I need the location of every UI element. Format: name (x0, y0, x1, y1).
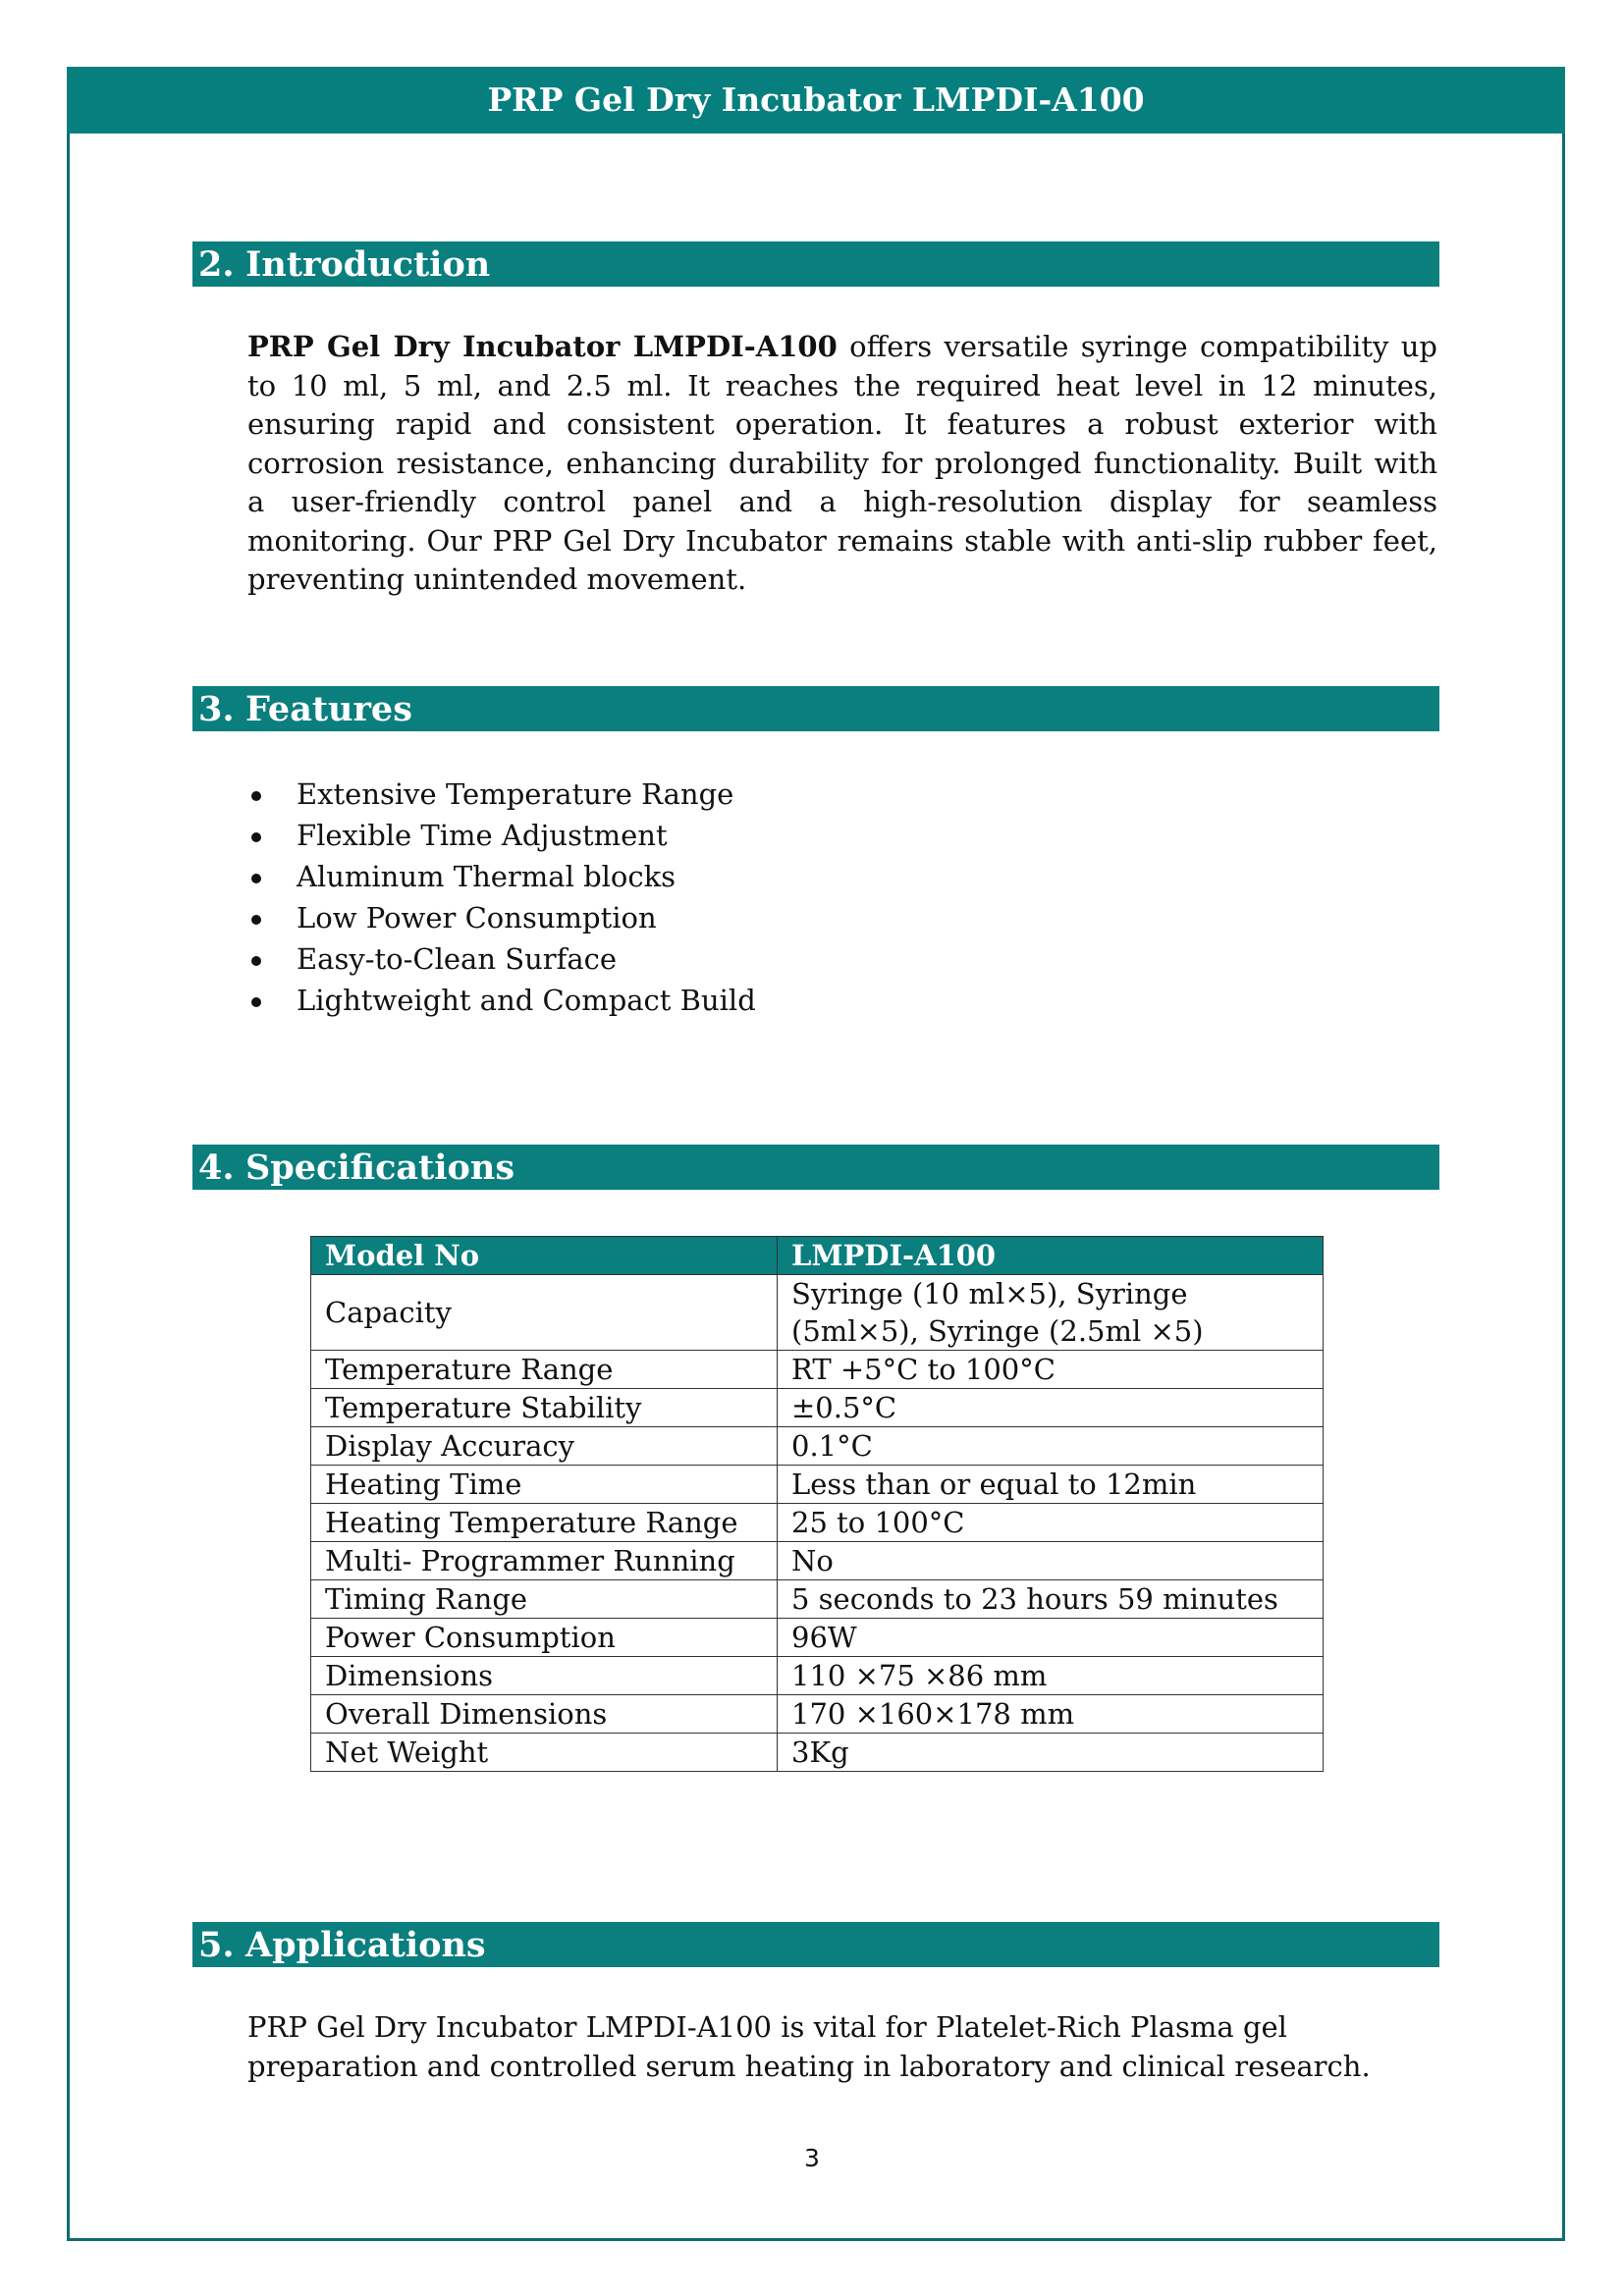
table-cell-value: 5 seconds to 23 hours 59 minutes (778, 1580, 1324, 1619)
table-row (311, 1351, 1324, 1389)
table-cell-value: 3Kg (778, 1734, 1324, 1772)
page-number: 3 (804, 2144, 820, 2172)
table-row (311, 1275, 1324, 1351)
section-title: Applications (245, 1925, 486, 1965)
table-row (311, 1389, 1324, 1427)
table-cell-value: No (778, 1542, 1324, 1580)
section-title: Introduction (245, 244, 491, 285)
table-cell-value: 96W (778, 1619, 1324, 1657)
table-cell-label: Overall Dimensions (311, 1695, 778, 1734)
section-title: Specifications (245, 1148, 515, 1188)
table-header-row (311, 1237, 1324, 1275)
table-row (311, 1542, 1324, 1580)
introduction-text: offers versatile syringe compatibility up to 10 ml, 5 ml, and 2.5 ml. It reaches the required heat level in 12 minutes, ensuring rapid and consistent operation. It features a robust exterior with corrosion resistance, enhancing durability for prolonged functionality. Built with a user-friendly control panel and a high-resolution display for seamless monitoring. Our PRP Gel Dry Incubator remains stable with anti-slip rubber feet, preventing unintended movement. (247, 330, 1437, 596)
table-cell-label: Display Accuracy (311, 1427, 778, 1466)
table-cell-value: Syringe (10 ml×5), Syringe (5ml×5), Syringe (2.5ml ×5) (778, 1275, 1324, 1351)
section-heading-introduction (192, 241, 1439, 287)
list-item: Low Power Consumption (247, 897, 756, 938)
table-cell-value: 25 to 100°C (778, 1504, 1324, 1542)
table-cell-label: Multi- Programmer Running (311, 1542, 778, 1580)
table-row (311, 1466, 1324, 1504)
table-row (311, 1427, 1324, 1466)
section-number: 5. (198, 1925, 235, 1965)
table-cell-label: Temperature Stability (311, 1389, 778, 1427)
list-item: Easy-to-Clean Surface (247, 938, 756, 980)
introduction-paragraph (247, 328, 1437, 600)
table-cell-value: 170 ×160×178 mm (778, 1695, 1324, 1734)
table-cell-label: Dimensions (311, 1657, 778, 1695)
table-cell-label: Temperature Range (311, 1351, 778, 1389)
section-heading-specifications (192, 1145, 1439, 1190)
table-row (311, 1734, 1324, 1772)
table-cell-label: Heating Time (311, 1466, 778, 1504)
table-cell-value: 110 ×75 ×86 mm (778, 1657, 1324, 1695)
section-title: Features (245, 689, 412, 729)
table-cell-label: Power Consumption (311, 1619, 778, 1657)
section-number: 4. (198, 1148, 235, 1188)
table-cell-label: Timing Range (311, 1580, 778, 1619)
table-header-cell: Model No (311, 1237, 778, 1275)
specifications-table (310, 1236, 1324, 1772)
table-cell-value: ±0.5°C (778, 1389, 1324, 1427)
document-title-banner: PRP Gel Dry Incubator LMPDI-A100 (67, 67, 1565, 133)
table-row (311, 1695, 1324, 1734)
section-number: 3. (198, 689, 235, 729)
table-header-cell: LMPDI-A100 (778, 1237, 1324, 1275)
table-cell-label: Net Weight (311, 1734, 778, 1772)
table-cell-value: Less than or equal to 12min (778, 1466, 1324, 1504)
table-cell-value: RT +5°C to 100°C (778, 1351, 1324, 1389)
list-item: Flexible Time Adjustment (247, 815, 756, 856)
section-heading-features (192, 686, 1439, 731)
product-name-bold: PRP Gel Dry Incubator LMPDI-A100 (247, 330, 838, 363)
list-item: Extensive Temperature Range (247, 774, 756, 815)
section-number: 2. (198, 244, 235, 285)
table-row (311, 1619, 1324, 1657)
list-item: Lightweight and Compact Build (247, 980, 756, 1021)
section-heading-applications (192, 1922, 1439, 1967)
list-item: Aluminum Thermal blocks (247, 856, 756, 897)
table-cell-label: Capacity (311, 1275, 778, 1351)
features-list (247, 774, 756, 1021)
applications-paragraph: PRP Gel Dry Incubator LMPDI-A100 is vital for Platelet-Rich Plasma gel preparation and controlled serum heating in laboratory and clinical research. (247, 2010, 1371, 2083)
table-row (311, 1504, 1324, 1542)
table-cell-label: Heating Temperature Range (311, 1504, 778, 1542)
table-cell-value: 0.1°C (778, 1427, 1324, 1466)
table-row (311, 1580, 1324, 1619)
table-row (311, 1657, 1324, 1695)
